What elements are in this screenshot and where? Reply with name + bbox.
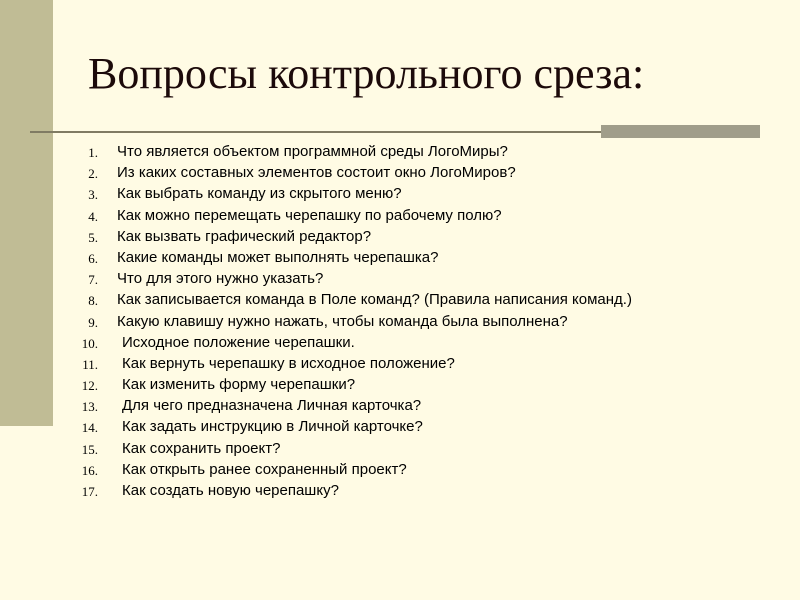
item-text: Как задать инструкцию в Личной карточке? — [122, 418, 423, 436]
item-text: Что для этого нужно указать? — [117, 270, 324, 288]
item-text: Как сохранить проект? — [122, 439, 281, 457]
item-number: 7. — [88, 272, 98, 288]
item-number: 4. — [88, 208, 98, 224]
item-number: 2. — [88, 166, 98, 182]
title-divider-block — [601, 125, 760, 138]
item-text: Как изменить форму черепашки? — [122, 376, 356, 394]
item-text: Как выбрать команду из скрытого меню? — [117, 185, 402, 203]
item-number: 17. — [81, 484, 98, 499]
item-text: Как вызвать графический редактор? — [117, 227, 372, 245]
item-number: 14. — [81, 420, 98, 436]
side-accent-bar — [0, 0, 53, 426]
item-number: 9. — [88, 314, 98, 330]
item-number: 1. — [88, 145, 98, 160]
item-text: Как записывается команда в Поле команд? (Правила написания команд.) — [117, 291, 632, 309]
item-number: 10. — [81, 335, 98, 351]
item-number: 16. — [81, 462, 98, 478]
item-text: Какую клавишу нужно нажать, чтобы команда была выполнена? — [117, 312, 568, 330]
item-text: Исходное положение черепашки. — [122, 333, 355, 351]
item-number: 11. — [82, 356, 98, 372]
item-text: Какие команды может выполнять черепашка? — [117, 248, 439, 266]
item-text: Как можно перемещать черепашку по рабочему полю? — [117, 206, 502, 224]
item-number: 6. — [88, 250, 98, 266]
slide-title: Вопросы контрольного среза: — [88, 49, 645, 98]
title-divider-line — [30, 131, 603, 133]
item-text: Как открыть ранее сохраненный проект? — [122, 460, 407, 478]
item-number: 15. — [81, 441, 98, 457]
item-number: 13. — [81, 399, 98, 415]
item-number: 5. — [88, 229, 98, 245]
item-text: Для чего предназначена Личная карточка? — [122, 397, 422, 415]
item-text: Из каких составных элементов состоит окно ЛогоМиров? — [117, 164, 516, 182]
item-text: Как создать новую черепашку? — [122, 482, 339, 499]
item-text: Как вернуть черепашку в исходное положение? — [122, 354, 455, 372]
item-number: 3. — [88, 187, 98, 203]
item-number: 12. — [81, 378, 98, 394]
item-text: Что является объектом программной среды ЛогоМиры? — [117, 143, 508, 160]
item-number: 8. — [88, 293, 98, 309]
